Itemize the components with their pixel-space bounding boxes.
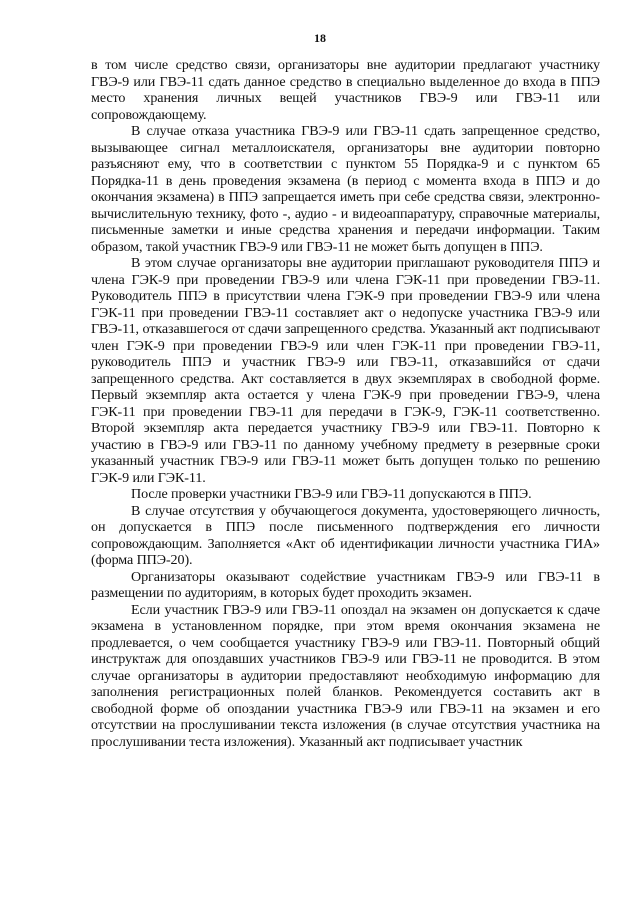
paragraph-seating: Организаторы оказывают содействие участникам ГВЭ-9 или ГВЭ-11 в размещении по аудиториям, в которых будет проходить экзамен.: [91, 568, 600, 601]
paragraph-continuation: в том числе средство связи, организаторы вне аудитории предлагают участнику ГВЭ-9 или ГВЭ-11 сдать данное средство в специально выделенное до входа в ППЭ место хранения личных вещей участников ГВЭ-9 или ГВЭ-11 или сопровождающему.: [91, 57, 600, 123]
page-number: 18: [314, 31, 326, 45]
paragraph-act: В этом случае организаторы вне аудитории приглашают руководителя ППЭ и члена ГЭК-9 при проведении ГВЭ-9 или члена ГЭК-11 при проведении ГВЭ-11. Руководитель ППЭ в присутствии члена ГЭК-9 при проведении ГВЭ-9 или члена ГЭК-11 при проведении ГВЭ-11 составляет акт о недопуске участника ГВЭ-9 или ГВЭ-11, отказавшегося от сдачи запрещенного средства. Указанный акт подписывают член ГЭК-9 при проведении ГВЭ-9 или член ГЭК-11 при проведении ГВЭ-11, руководитель ППЭ и участник ГВЭ-9 или ГВЭ-11, отказавшийся от сдачи запрещенного средства. Акт составляется в двух экземплярах в свободной форме. Первый экземпляр акта остается у члена ГЭК-9 при проведении ГВЭ-9, члена ГЭК-11 при проведении ГВЭ-11 для передачи в ГЭК-9, ГЭК-11 соответственно. Второй экземпляр акта передается участнику ГВЭ-9 или ГВЭ-11. Повторно к участию в ГВЭ-9 или ГВЭ-11 по данному учебному предмету в резервные сроки указанный участник ГВЭ-9 или ГВЭ-11 может быть допущен только по решению ГЭК-9 или ГЭК-11.: [91, 255, 600, 486]
paragraph-identity: В случае отсутствия у обучающегося документа, удостоверяющего личность, он допускается в ППЭ после письменного подтверждения его личности сопровождающим. Заполняется «Акт об идентификации личности участника ГИА» (форма ППЭ-20).: [91, 502, 600, 568]
body-text: [91, 57, 600, 750]
paragraph-refusal: В случае отказа участника ГВЭ-9 или ГВЭ-11 сдать запрещенное средство, вызывающее сигнал металлоискателя, организаторы вне аудитории повторно разъясняют ему, что в соответствии с пунктом 55 Порядка-9 и с пунктом 65 Порядка-11 в день проведения экзамена (в период с момента входа в ППЭ и до окончания экзамена) в ППЭ запрещается иметь при себе средства связи, электронно-вычислительную технику, фото -, аудио - и видеоаппаратуру, справочные материалы, письменные заметки и иные средства хранения и передачи информации. Таким образом, такой участник ГВЭ-9 или ГВЭ-11 не может быть допущен в ППЭ.: [91, 123, 600, 255]
paragraph-late-arrival: Если участник ГВЭ-9 или ГВЭ-11 опоздал на экзамен он допускается к сдаче экзамена в установленном порядке, при этом время окончания экзамена не продлевается, о чем сообщается участнику ГВЭ-9 или ГВЭ-11. Повторный общий инструктаж для опоздавших участников ГВЭ-9 или ГВЭ-11 не проводится. В этом случае организаторы в аудитории предоставляют необходимую информацию для заполнения регистрационных полей бланков. Рекомендуется составить акт в свободной форме об опоздании участника ГВЭ-9 или ГВЭ-11 на экзамен и его отсутствии на прослушивании текста изложения (в случае отсутствия участника на прослушивании теста изложения). Указанный акт подписывает участник: [91, 601, 600, 750]
paragraph-admission: После проверки участники ГВЭ-9 или ГВЭ-11 допускаются в ППЭ.: [131, 486, 532, 502]
